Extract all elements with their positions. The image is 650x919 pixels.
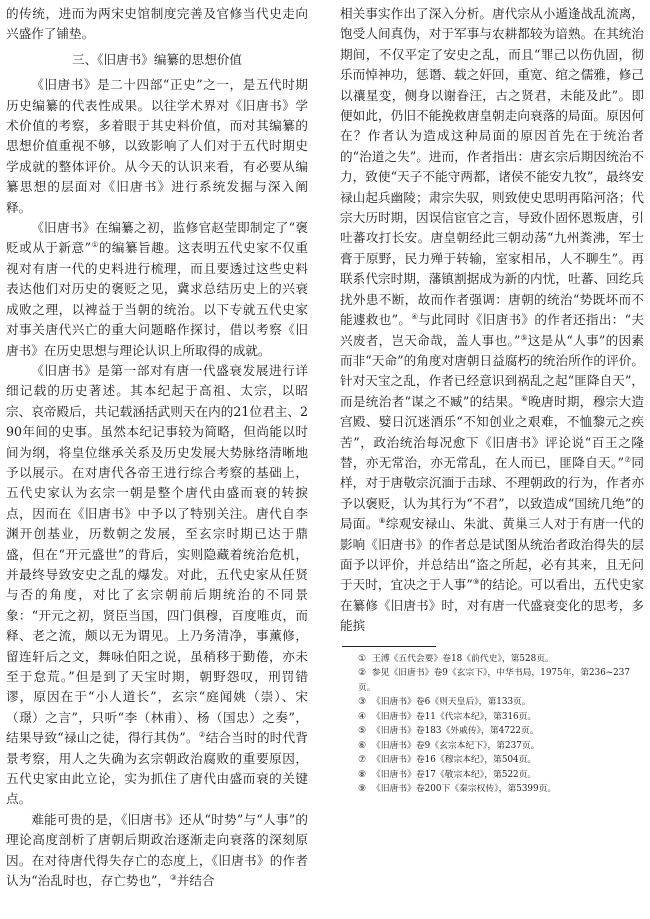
footnote: ⑦ 《旧唐书》卷16《穆宗本纪》，第504页。 (358, 755, 537, 766)
footnote: ④ 《旧唐书》卷11《代宗本纪》，第316页。 (358, 711, 537, 722)
footnote: ⑥ 《旧唐书》卷9《玄宗本纪下》，第237页。 (358, 740, 540, 751)
footnote-marker[interactable]: ① (91, 240, 99, 250)
footnotes (340, 652, 644, 797)
footnote-marker[interactable]: ④ (411, 312, 419, 322)
footnote: ⑨ 《旧唐书》卷200下《秦宗权传》，第5399页。 (358, 784, 557, 795)
left-column (6, 4, 308, 891)
footnote-marker[interactable]: ⑧ (378, 516, 386, 526)
footnote-marker[interactable]: ② (198, 730, 206, 740)
footnote: ⑤ 《旧唐书》卷183《外戚传》，第4722页。 (358, 726, 539, 737)
section-heading: 三、《旧唐书》编纂的思想价值 (71, 51, 242, 67)
paragraph-continued: 的传统，进而为两宋史馆制度完善及官修当代史走向兴盛作了铺垫。 (6, 6, 308, 42)
footnote: ① 王溥《五代会要》卷18《前代史》，第528页。 (358, 653, 554, 664)
paragraph: 难能可贵的是，《旧唐书》还从“时势”与“人事”的理论高度剖析了唐朝后期政治逐渐走向衰落的深刻原因。在对待唐代得失存亡的态度上，《旧唐书》的作者认为“治乱时也，存亡势也”，③并结合 (6, 811, 308, 889)
footnote-marker[interactable]: ⑨ (472, 577, 480, 587)
paragraph: 《旧唐书》在编纂之初，监修官赵莹即制定了“褒贬或从于新意”①的编纂旨趣。这表明五代史家不仅重视对有唐一代的史料进行梳理，而且要透过这些史料表达他们对历史的褒贬之见，冀求总结历史上的兴衰成败之理，以裨益于当朝的统治。以下专就五代史家对事关唐代兴亡的重大问题略作探讨，借以考察《旧唐书》在历史思想与理论认识上所取得的成就。 (6, 220, 308, 358)
footnote-marker[interactable]: ③ (170, 873, 177, 883)
footnote: ③ 《旧唐书》卷6《则天皇后》，第133页。 (358, 697, 531, 708)
paragraph: 《旧唐书》是二十四部“正史”之一，是五代时期历史编纂的代表性成果。以往学术界对《旧唐书》学术价值的考察，多着眼于其史料价值，而对其编纂的思想价值重视不够，以致影响了人们对于五代时期史学成就的整体评价。从今天的认识来看，有必要从编纂思想的层面对《旧唐书》进行系统发掘与深入阐释。 (6, 77, 308, 215)
right-column (340, 4, 644, 797)
footnote-divider (342, 646, 436, 647)
footnote-marker[interactable]: ⑥ (521, 393, 529, 403)
footnote-marker[interactable]: ⑦ (624, 454, 632, 464)
footnote: ⑧ 《旧唐书》卷17《敬宗本纪》，第522页。 (358, 769, 537, 780)
footnote: ② 参见《旧唐书》卷9《玄宗下》，中华书局，1975年，第236~237页。 (358, 668, 630, 693)
footnote-marker[interactable]: ⑤ (520, 332, 528, 342)
paragraph: 《旧唐书》是第一部对有唐一代盛衰发展进行详细记载的历史著述。其本纪起于高祖、太宗，以昭宗、哀帝殿后，共记载涵括武则天在内的21位君主、290年间的史事。虽然本纪记事较为简略，但尚能以时间为纲，将皇位继承关系及历史发展大势脉络清晰地予以展示。在对唐代各帝王进行综合考察的基础上，五代史家认为玄宗一朝是整个唐代由盛而衰的转捩点，因而在《旧唐书》中予以了特别关注。唐代自李渊开创基业，历数朝之发展，至玄宗时期已达于鼎盛，但在“开元盛世”的背后，实则隐藏着统治危机，并最终导致安史之乱的爆发。对此，五代史家从任贤与否的角度，对比了玄宗朝前后期统治的不同景象：“开元之初，贤臣当国，四门俱穆，百度唯贞，而释、老之流，颇以无为谓见。上乃务清净，事薰修，留连轩后之文，舞咏伯阳之说，虽稍移于勤倦，亦未至于怠荒。”但是到了天宝时期，朝野怨叹，刑罚错谬，原因在于“小人道长”，玄宗“庭闻姚（崇）、宋（璟）之言”，只听“李（林甫）、杨（国忠）之奏”，结果导致“禄山之徒，得行其伪”。②结合当时的时代背景考察，用人之失确为玄宗朝政治腐败的重要原因，五代史家由此立论，实为抓住了唐代由盛而衰的关键点。 (6, 362, 308, 807)
paragraph-continued: 相关事实作出了深入分析。唐代宗从小遁逢战乱流离，饱受人间真伪，对于军事与农耕都较为谙熟。在其统治期间，不仅平定了安史之乱，而且“罪己以伤仇固，彻乐而悼神功，惩谮、载之奸回，重宽、绾之儒雅，修己以禳星变，侧身以谢眷汪，古之贤君，未能及此”。即便如此，仍旧不能挽救唐皇朝走向衰落的局面。原因何在？作者认为造成这种局面的原因首先在于统治者的“治道之失”。进而，作者指出：唐玄宗后期因统治不力，致使“天子不能守两都，诸侯不能安九牧”，最终安禄山起兵幽陵；肃宗失驭，则致使史思明再陷河洛；代宗大历时期，因误信宦官之言，导致仆固怀恩叛唐，引吐蕃攻打长安。唐皇朝经此三朝动荡“九州粪沸，军士膏于原野，民力殚于转输，室家相吊，人不聊生”。再联系代宗时期，藩镇割据成为新的内忧，吐蕃、回纥兵扰外患不断，故而作者强调：唐朝的统治“势既坏而不能遽救也”。④与此同时《旧唐书》的作者还指出：“夫兴废者，岂天命哉，盖人事也。”⑤这是从“人事”的因素而非“天命”的角度对唐朝日益腐朽的统治所作的评价。针对天宝之乱，作者已经意识到祸乱之起“匪降自天”，而是统治者“谋之不臧”的结果。⑥晚唐时期，穆宗大造宫殿、嬖日沉迷酒乐“不知创业之艰难，不恤黎元之疾苦”，政治统治每况愈下《旧唐书》评论说“百王之隆替，亦无常治，亦无常乱，在人而已，匪降自天。”⑦同样，对于唐敬宗沉湎于击球、不理朝政的行为，作者亦予以褒贬，认为其行为“不君”，以致造成“国统几绝”的局面。⑧综观安禄山、朱泚、黄巢三人对于有唐一代的影响《旧唐书》的作者总是试图从统治者政治得失的层面予以评价，并总结出“盗之所起，必有其来，且无问于天时，宜决之于人事”⑨的结论。可以看出，五代史家在纂修《旧唐书》时，对有唐一代盛衰变化的思考，多能摈 (340, 6, 645, 634)
